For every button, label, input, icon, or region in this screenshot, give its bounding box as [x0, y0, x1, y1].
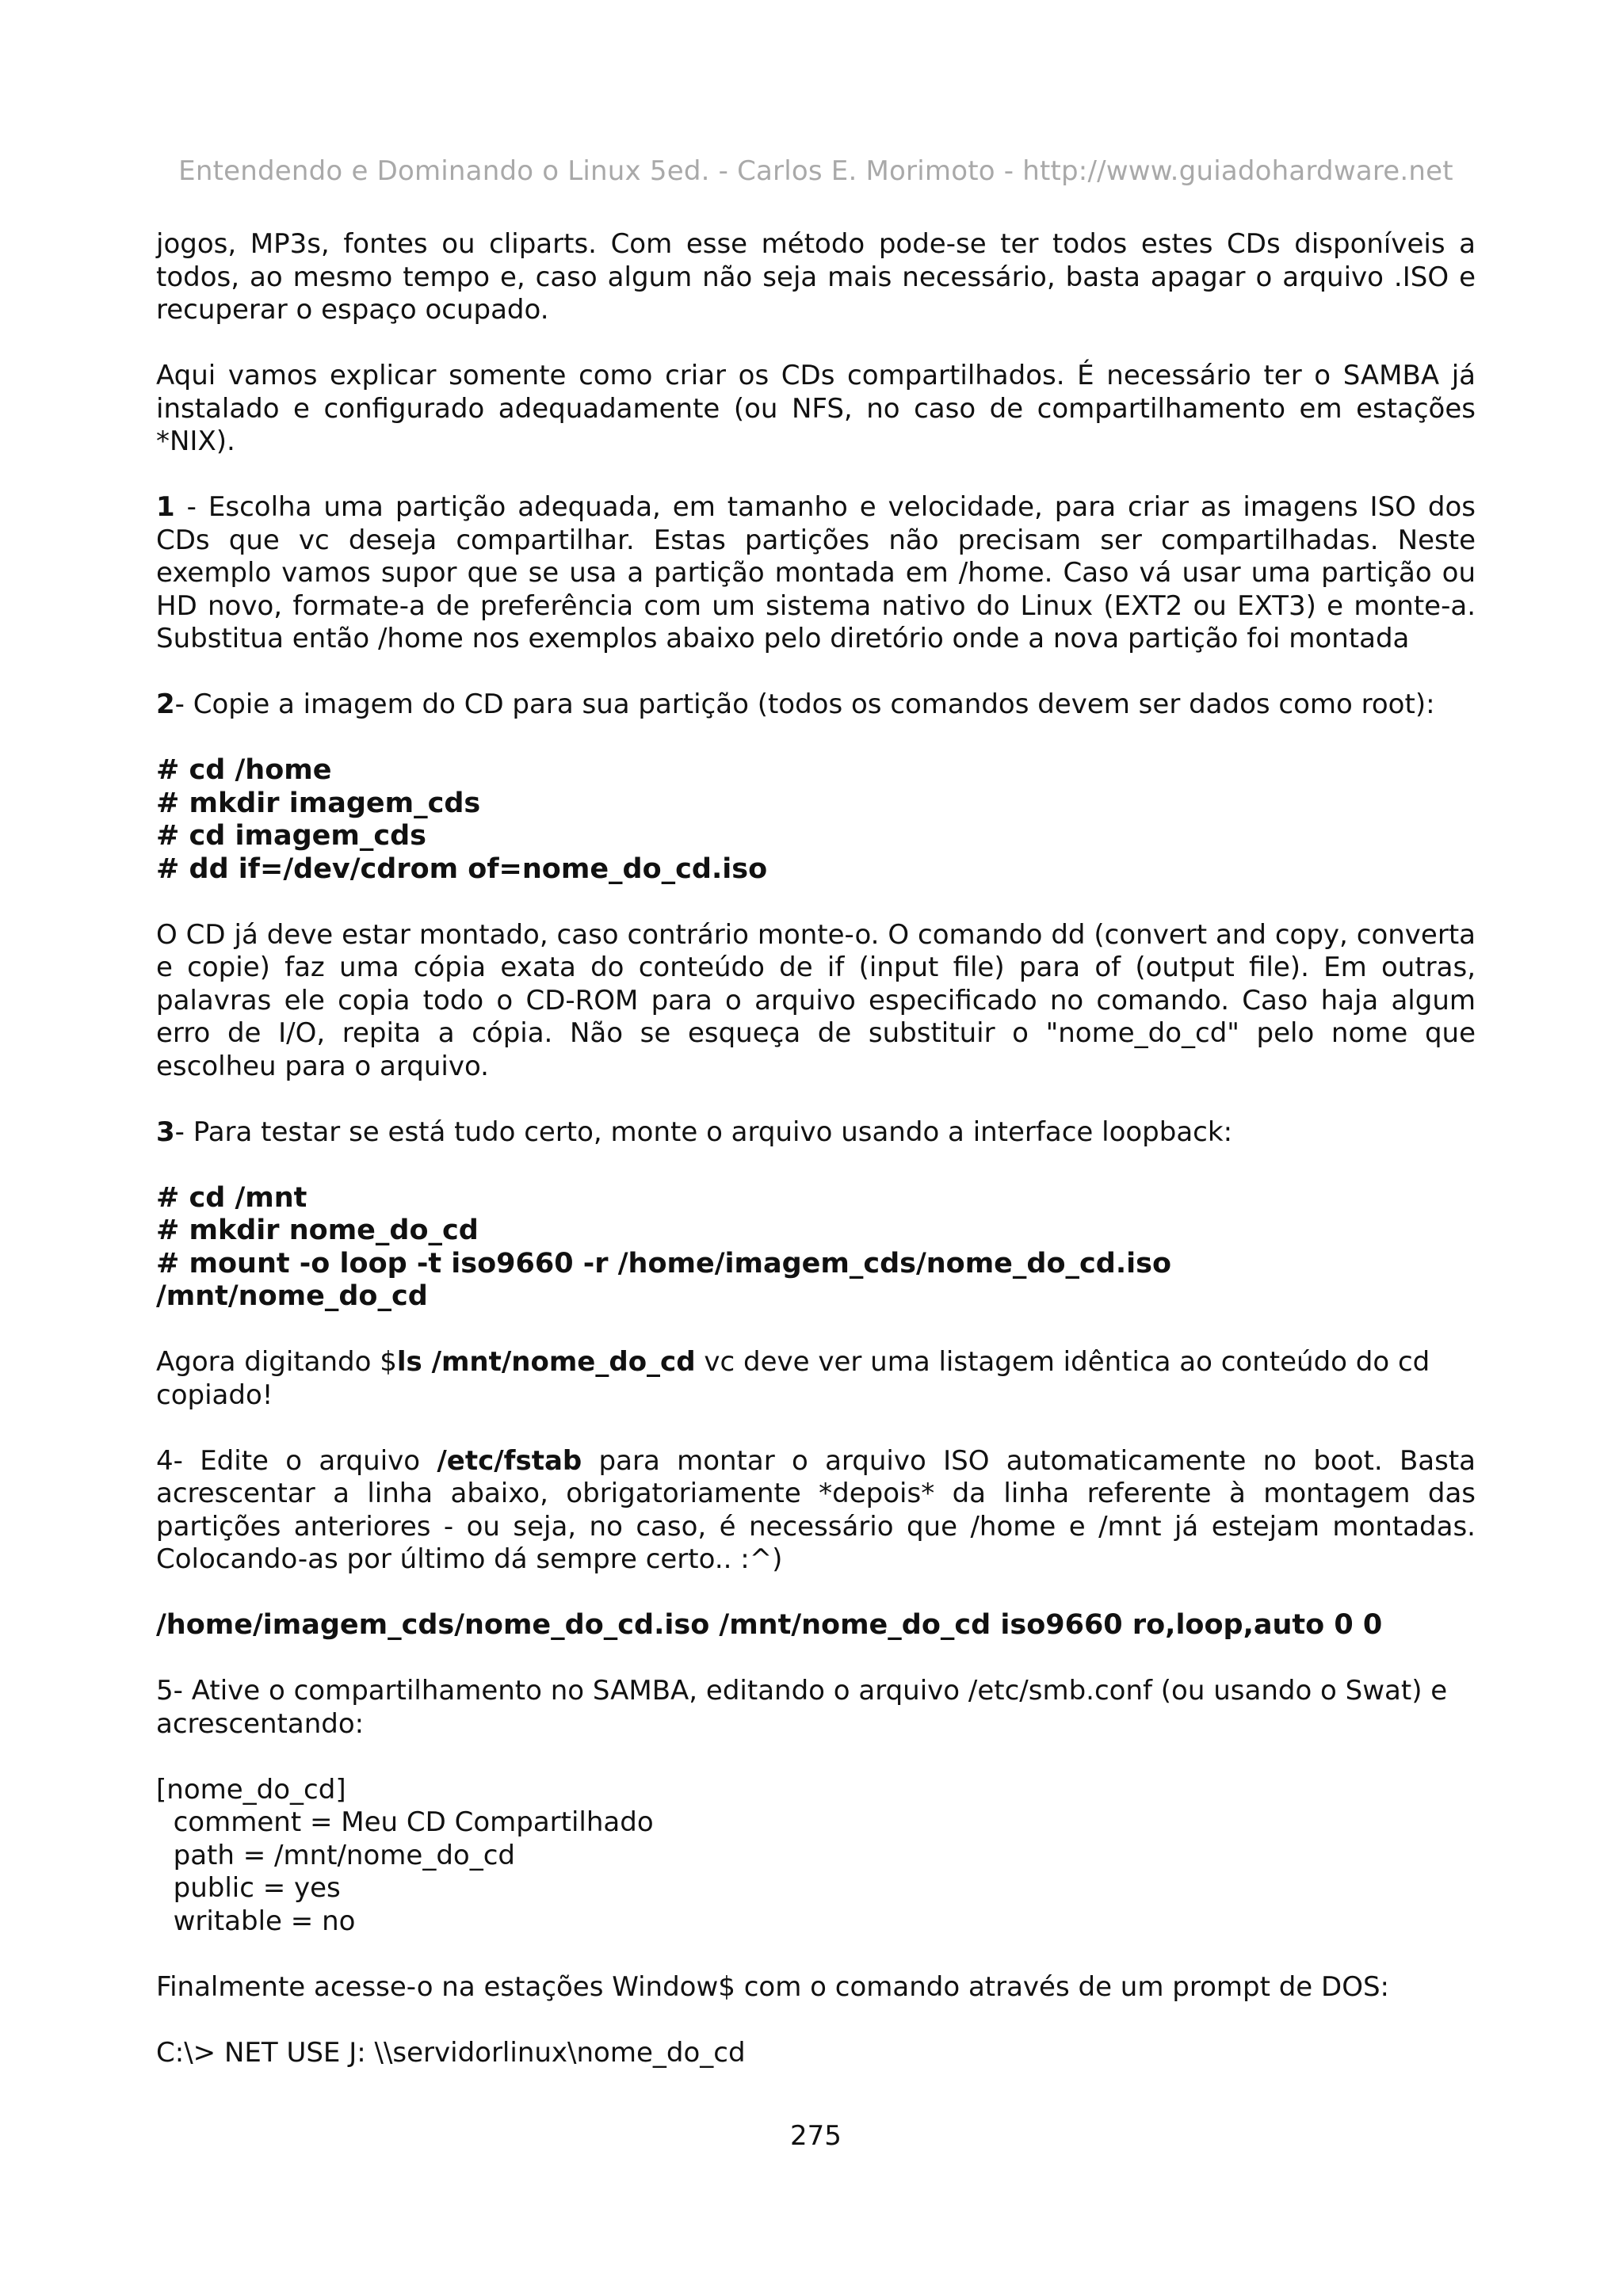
step-3-number: 3 — [156, 1116, 175, 1148]
paragraph-ls-check — [156, 1346, 1476, 1412]
conf-line: path = /mnt/nome_do_cd — [156, 1839, 515, 1871]
step-4 — [156, 1445, 1476, 1577]
running-header: Entendendo e Dominando o Linux 5ed. - Carlos E. Morimoto - http://www.guiadohardware.net — [178, 155, 1453, 187]
conf-line: public = yes — [156, 1872, 341, 1904]
conf-line: comment = Meu CD Compartilhado — [156, 1806, 654, 1838]
ls-text-after: vc deve ver uma listagem idêntica ao conteúdo do cd copiado! — [156, 1346, 1430, 1411]
fstab-line: /home/imagem_cds/nome_do_cd.iso /mnt/nome_do_cd iso9660 ro,loop,auto 0 0 — [156, 1609, 1383, 1641]
step-4-text-after: para montar o arquivo ISO automaticamente no boot. Basta acrescentar a linha abaixo, obrigatoriamente *depois* da linha referente à montagem das partições anteriores - ou seja, no caso, é necessário que /home e /mnt já estejam montadas. Colocando-as por último dá sempre certo.. :^) — [156, 1444, 1476, 1575]
code-block-mount-test — [156, 1182, 1476, 1314]
code-line: /mnt/nome_do_cd — [156, 1280, 428, 1312]
step-1 — [156, 491, 1476, 656]
code-line: # cd /mnt — [156, 1181, 307, 1214]
step-4-text-before: 4- Edite o arquivo — [156, 1444, 437, 1477]
step-2 — [156, 688, 1476, 722]
step-2-number: 2 — [156, 688, 175, 720]
code-line: # mkdir imagem_cds — [156, 787, 481, 819]
step-1-text: - Escolha uma partição adequada, em tamanho e velocidade, para criar as imagens ISO dos CDs que vc deseja compartilhar. Estas partições não precisam ser compartilhadas. Neste exemplo vamos supor que se usa a partição montada em /home. Caso vá usar uma partição ou HD novo, formate-a de preferência com um sistema nativo do Linux (EXT2 ou EXT3) e monte-a. Substitua então /home nos exemplos abaixo pelo diretório onde a nova partição foi montada — [156, 491, 1476, 654]
code-line: # dd if=/dev/cdrom of=nome_do_cd.iso — [156, 852, 768, 885]
step-3 — [156, 1116, 1476, 1150]
code-line: # mount -o loop -t iso9660 -r /home/imagem_cds/nome_do_cd.iso — [156, 1247, 1171, 1280]
ls-text-before: Agora digitando $ — [156, 1346, 397, 1378]
code-block-copy-image — [156, 754, 1476, 886]
ls-command: ls /mnt/nome_do_cd — [396, 1346, 696, 1378]
conf-line: writable = no — [156, 1905, 356, 1937]
document-page — [156, 0, 1476, 2296]
smb-conf-block — [156, 1774, 1476, 1939]
paragraph-intro: jogos, MP3s, fontes ou cliparts. Com esse método pode-se ter todos estes CDs disponíveis a todos, ao mesmo tempo e, caso algum não seja mais necessário, basta apagar o arquivo .ISO e recuperar o espaço ocupado. — [156, 228, 1476, 326]
paragraph-windows-access: Finalmente acesse-o na estações Window$ com o comando através de um prompt de DOS: — [156, 1970, 1390, 2003]
step-2-text: - Copie a imagem do CD para sua partição (todos os comandos devem ser dados como root): — [174, 688, 1435, 720]
paragraph-samba-note: Aqui vamos explicar somente como criar os CDs compartilhados. É necessário ter o SAMBA já instalado e configurado adequadamente (ou NFS, no caso de compartilhamento em estações *NIX). — [156, 360, 1476, 457]
page-number: 275 — [790, 2120, 842, 2152]
code-line: # cd imagem_cds — [156, 820, 426, 852]
step-1-number: 1 — [156, 491, 175, 523]
fstab-filename: /etc/fstab — [437, 1444, 582, 1477]
step-5: 5- Ative o compartilhamento no SAMBA, editando o arquivo /etc/smb.conf (ou usando o Swat) e acrescentando: — [156, 1675, 1448, 1740]
code-line: # cd /home — [156, 754, 332, 786]
paragraph-dd-explanation: O CD já deve estar montado, caso contrário monte-o. O comando dd (convert and copy, converta e copie) faz uma cópia exata do conteúdo de if (input file) para of (output file). Em outras, palavras ele copia todo o CD-ROM para o arquivo especificado no comando. Caso haja algum erro de I/O, repita a cópia. Não se esqueça de substituir o "nome_do_cd" pelo nome que escolheu para o arquivo. — [156, 918, 1476, 1082]
step-3-text: - Para testar se está tudo certo, monte o arquivo usando a interface loopback: — [174, 1116, 1233, 1148]
dos-command: C:\> NET USE J: \\servidorlinux\nome_do_cd — [156, 2036, 746, 2069]
code-line: # mkdir nome_do_cd — [156, 1215, 479, 1246]
conf-line: [nome_do_cd] — [156, 1773, 346, 1806]
fstab-entry — [156, 1609, 1476, 1642]
body-text — [156, 228, 1476, 2103]
